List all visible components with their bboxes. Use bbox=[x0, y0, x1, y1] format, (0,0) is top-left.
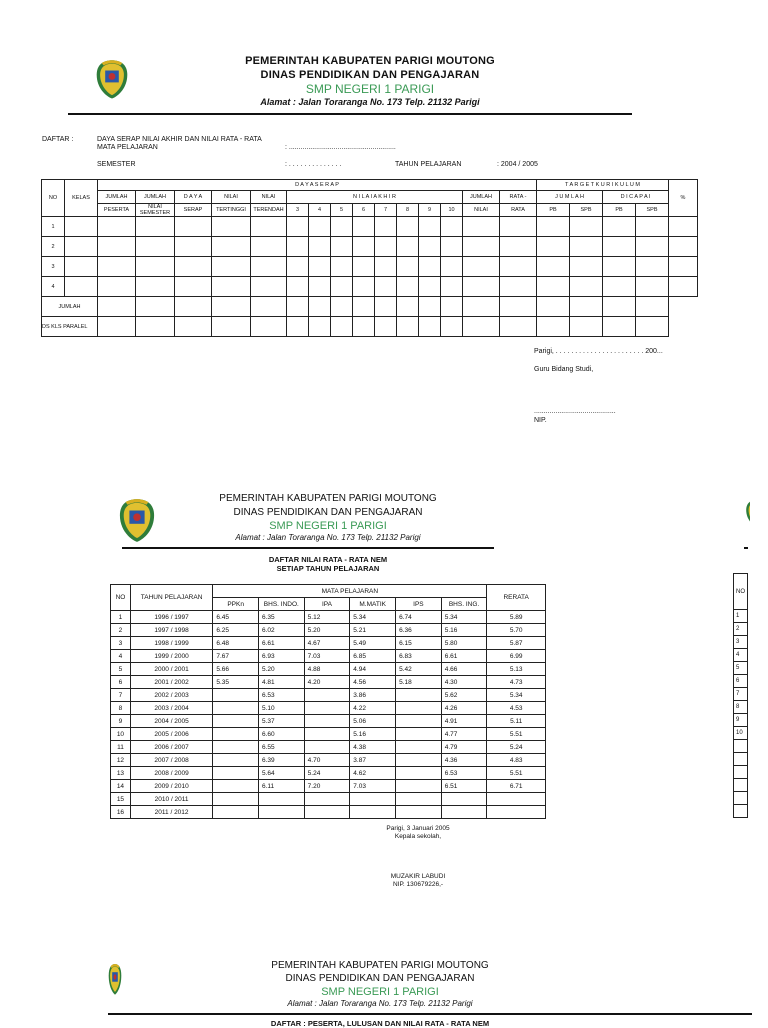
table-cell: 5.34 bbox=[350, 611, 396, 624]
table-cell: 6.71 bbox=[487, 780, 546, 793]
school-address: Alamat : Jalan Toraranga No. 173 Telp. 21132 Parigi bbox=[287, 999, 473, 1008]
table-row bbox=[734, 766, 748, 779]
row-no: 7 bbox=[734, 688, 748, 701]
table-cell: 5.37 bbox=[258, 715, 304, 728]
table-cell: 6.61 bbox=[441, 650, 487, 663]
col-no: NO bbox=[42, 180, 65, 217]
table-cell: 2009 / 2010 bbox=[130, 780, 212, 793]
col-daya-serap: D A Y A S E R A P bbox=[98, 180, 537, 191]
table-cell: 2003 / 2004 bbox=[130, 702, 212, 715]
table-cell: 10 bbox=[111, 728, 131, 741]
table-cell: 7.67 bbox=[213, 650, 259, 663]
table-cell: 4 bbox=[111, 650, 131, 663]
col-nilai: NILAI bbox=[463, 204, 500, 217]
table-cell bbox=[258, 793, 304, 806]
table-cell: 11 bbox=[111, 741, 131, 754]
table-cell: 4.83 bbox=[487, 754, 546, 767]
col-target-jumlah: J U M L A H bbox=[537, 191, 603, 204]
table-cell: 4.26 bbox=[441, 702, 487, 715]
table-cell: 5.16 bbox=[350, 728, 396, 741]
table-cell: 5.66 bbox=[213, 663, 259, 676]
table-cell: 8 bbox=[111, 702, 131, 715]
table-cell bbox=[396, 806, 442, 819]
col-kelas: KELAS bbox=[65, 180, 98, 217]
table-cell: 5.12 bbox=[304, 611, 350, 624]
table-row bbox=[111, 611, 546, 624]
table-cell: 12 bbox=[111, 754, 131, 767]
table-cell: 6.51 bbox=[441, 780, 487, 793]
table-cell: 16 bbox=[111, 806, 131, 819]
col-spb: SPB bbox=[570, 204, 603, 217]
row-no bbox=[734, 792, 748, 805]
table-cell: 6.53 bbox=[441, 767, 487, 780]
school-crest-logo-partial bbox=[742, 498, 750, 528]
table-row bbox=[734, 675, 748, 688]
table-cell: 6.83 bbox=[396, 650, 442, 663]
row-no: 5 bbox=[734, 662, 748, 675]
grade-col: 6 bbox=[353, 204, 375, 217]
table-cell: 6.15 bbox=[396, 637, 442, 650]
table-cell bbox=[213, 754, 259, 767]
table-cell: 3 bbox=[111, 637, 131, 650]
table-cell: 1999 / 2000 bbox=[130, 650, 212, 663]
table-cell: 6.25 bbox=[213, 624, 259, 637]
row-no bbox=[734, 753, 748, 766]
row-no: 4 bbox=[42, 277, 65, 297]
daftar-label: DAFTAR : bbox=[42, 136, 74, 143]
table-cell: 6.48 bbox=[213, 637, 259, 650]
table-cell: 4.77 bbox=[441, 728, 487, 741]
table-cell bbox=[304, 728, 350, 741]
table-row bbox=[734, 623, 748, 636]
table-cell: 6.93 bbox=[258, 650, 304, 663]
mapel-label: MATA PELAJARAN bbox=[97, 144, 158, 151]
sign-nip: NIP. bbox=[534, 417, 547, 424]
grade-col: 8 bbox=[397, 204, 419, 217]
table-cell bbox=[213, 780, 259, 793]
table-row bbox=[42, 277, 698, 297]
table-cell bbox=[487, 806, 546, 819]
table-cell: 4.62 bbox=[350, 767, 396, 780]
row-no: 1 bbox=[42, 217, 65, 237]
table-cell: 2011 / 2012 bbox=[130, 806, 212, 819]
grade-col: 3 bbox=[287, 204, 309, 217]
table-cell: 2 bbox=[111, 624, 131, 637]
col-pb: PB bbox=[603, 204, 636, 217]
grade-col: 7 bbox=[375, 204, 397, 217]
table-cell: 6.02 bbox=[258, 624, 304, 637]
table-cell: 2001 / 2002 bbox=[130, 676, 212, 689]
table-cell: 7.20 bbox=[304, 780, 350, 793]
table-row bbox=[734, 714, 748, 727]
col-rata: RATA bbox=[500, 204, 537, 217]
col-subject: IPS bbox=[396, 598, 442, 611]
table-row bbox=[42, 257, 698, 277]
col-subject: IPA bbox=[304, 598, 350, 611]
table-cell: 6.74 bbox=[396, 611, 442, 624]
grade-col: 5 bbox=[331, 204, 353, 217]
table-cell bbox=[487, 793, 546, 806]
gov-heading: PEMERINTAH KABUPATEN PARIGI MOUTONG bbox=[271, 960, 489, 971]
row-no: 3 bbox=[42, 257, 65, 277]
col-peserta: PESERTA bbox=[98, 204, 136, 217]
table-row bbox=[734, 701, 748, 714]
table-cell: 7.03 bbox=[304, 650, 350, 663]
table-cell bbox=[396, 702, 442, 715]
table-cell: 5.87 bbox=[487, 637, 546, 650]
table-cell bbox=[441, 806, 487, 819]
col-daya: D A Y A bbox=[175, 191, 212, 204]
header-rule bbox=[122, 547, 494, 549]
table-cell: 6.55 bbox=[258, 741, 304, 754]
sign-role: Kepala sekolah, bbox=[394, 833, 442, 840]
header-rule bbox=[744, 547, 748, 549]
gov-heading: PEMERINTAH KABUPATEN PARIGI MOUTONG bbox=[219, 493, 437, 504]
table-cell: 6 bbox=[111, 676, 131, 689]
table-cell: 2002 / 2003 bbox=[130, 689, 212, 702]
table-row bbox=[111, 715, 546, 728]
table-cell bbox=[396, 767, 442, 780]
table-row bbox=[734, 805, 748, 818]
table-cell: 4.73 bbox=[487, 676, 546, 689]
table-cell: 5.64 bbox=[258, 767, 304, 780]
col-nilai: NILAI bbox=[212, 191, 251, 204]
table-cell: 5.34 bbox=[487, 689, 546, 702]
table-cell: 5.51 bbox=[487, 767, 546, 780]
table-row bbox=[111, 702, 546, 715]
sign-name: MUZAKIR LABUDI bbox=[390, 873, 446, 880]
table-cell bbox=[258, 806, 304, 819]
col-no: NO bbox=[111, 585, 131, 611]
table-cell: 6.60 bbox=[258, 728, 304, 741]
table-cell bbox=[213, 689, 259, 702]
table-cell: 6.35 bbox=[258, 611, 304, 624]
row-no bbox=[734, 766, 748, 779]
school-name: SMP NEGERI 1 PARIGI bbox=[321, 986, 439, 998]
col-rata: RATA - bbox=[500, 191, 537, 204]
table-cell: 4.36 bbox=[441, 754, 487, 767]
table-cell: 2005 / 2006 bbox=[130, 728, 212, 741]
tahun-value: : 2004 / 2005 bbox=[497, 161, 538, 168]
table-row bbox=[111, 741, 546, 754]
table-cell bbox=[304, 806, 350, 819]
table-row bbox=[734, 753, 748, 766]
grade-col: 10 bbox=[441, 204, 463, 217]
table-cell: 5.06 bbox=[350, 715, 396, 728]
table-cell: 5.34 bbox=[441, 611, 487, 624]
col-jumlah: JUMLAH bbox=[463, 191, 500, 204]
row-no bbox=[734, 779, 748, 792]
table-row bbox=[111, 728, 546, 741]
table-row bbox=[111, 624, 546, 637]
table-cell: 4.67 bbox=[304, 637, 350, 650]
school-address: Alamat : Jalan Toraranga No. 173 Telp. 21132 Parigi bbox=[235, 533, 421, 542]
table-cell bbox=[396, 754, 442, 767]
table-cell: 4.88 bbox=[304, 663, 350, 676]
col-subject: BHS. ING. bbox=[441, 598, 487, 611]
table-cell: 5.42 bbox=[396, 663, 442, 676]
table-row bbox=[734, 727, 748, 740]
table-cell bbox=[304, 741, 350, 754]
table-cell: 3.87 bbox=[350, 754, 396, 767]
table-cell: 4.81 bbox=[258, 676, 304, 689]
row-no: 4 bbox=[734, 649, 748, 662]
table-cell: 5.18 bbox=[396, 676, 442, 689]
col-serap: SERAP bbox=[175, 204, 212, 217]
table-cell: 14 bbox=[111, 780, 131, 793]
table-cell: 5.24 bbox=[304, 767, 350, 780]
table-cell bbox=[213, 793, 259, 806]
table-cell: 1996 / 1997 bbox=[130, 611, 212, 624]
table-cell: 2000 / 2001 bbox=[130, 663, 212, 676]
table-row bbox=[111, 650, 546, 663]
table-cell: 4.53 bbox=[487, 702, 546, 715]
table-cell: 5 bbox=[111, 663, 131, 676]
table-cell: 9 bbox=[111, 715, 131, 728]
school-crest-logo bbox=[108, 962, 122, 996]
mapel-value: : ....................................................... bbox=[285, 144, 396, 151]
doc-title: DAFTAR : PESERTA, LULUSAN DAN NILAI RATA - RATA NEM bbox=[270, 1019, 490, 1028]
sign-nip: NIP. 130679226,- bbox=[392, 881, 444, 888]
table-row bbox=[111, 754, 546, 767]
table-cell: 4.20 bbox=[304, 676, 350, 689]
grade-col: 9 bbox=[419, 204, 441, 217]
table-row bbox=[111, 689, 546, 702]
table-cell: 2007 / 2008 bbox=[130, 754, 212, 767]
school-crest-logo bbox=[95, 56, 129, 102]
table-cell bbox=[350, 806, 396, 819]
col-target: T A R G E T K U R I K U L U M bbox=[537, 180, 669, 191]
table-cell: 4.56 bbox=[350, 676, 396, 689]
dept-heading: DINAS PENDIDIKAN DAN PENGAJARAN bbox=[260, 69, 480, 81]
col-nilai: NILAI bbox=[251, 191, 287, 204]
table-cell bbox=[304, 702, 350, 715]
row-no: 2 bbox=[42, 237, 65, 257]
table-cell: 4.94 bbox=[350, 663, 396, 676]
table-cell: 2010 / 2011 bbox=[130, 793, 212, 806]
table-cell: 6.36 bbox=[396, 624, 442, 637]
table-cell: 1 bbox=[111, 611, 131, 624]
col-subject: M.MATIK bbox=[350, 598, 396, 611]
table-cell: 4.38 bbox=[350, 741, 396, 754]
table-cell bbox=[441, 793, 487, 806]
col-target-dicapai: D I C A P A I bbox=[603, 191, 669, 204]
table-cell: 2006 / 2007 bbox=[130, 741, 212, 754]
table-cell: 6.53 bbox=[258, 689, 304, 702]
table-cell: 5.70 bbox=[487, 624, 546, 637]
sign-place: Parigi, . . . . . . . . . . . . . . . . . . . . . . . 200... bbox=[534, 348, 663, 355]
table-row bbox=[734, 779, 748, 792]
table-cell: 5.89 bbox=[487, 611, 546, 624]
table-row bbox=[111, 793, 546, 806]
table-cell bbox=[213, 806, 259, 819]
table-row bbox=[111, 780, 546, 793]
sign-line: .......................................... bbox=[534, 408, 616, 415]
header-rule bbox=[68, 113, 632, 115]
table-cell bbox=[396, 793, 442, 806]
table-cell bbox=[350, 793, 396, 806]
table-row bbox=[734, 792, 748, 805]
table-cell: 13 bbox=[111, 767, 131, 780]
table-cell: 4.22 bbox=[350, 702, 396, 715]
table-cell bbox=[213, 715, 259, 728]
table-cell: 4.30 bbox=[441, 676, 487, 689]
col-mapel: MATA PELAJARAN bbox=[213, 585, 487, 598]
semester-value: : . . . . . . . . . . . . . . bbox=[285, 161, 342, 168]
nem-table bbox=[110, 584, 546, 819]
table-cell: 5.13 bbox=[487, 663, 546, 676]
table-cell: 1998 / 1999 bbox=[130, 637, 212, 650]
row-no: 2 bbox=[734, 623, 748, 636]
row-no: 8 bbox=[734, 701, 748, 714]
header-rule bbox=[108, 1013, 752, 1015]
table-row bbox=[734, 649, 748, 662]
table-cell: 6.11 bbox=[258, 780, 304, 793]
table-cell: 4.70 bbox=[304, 754, 350, 767]
school-address: Alamat : Jalan Toraranga No. 173 Telp. 21132 Parigi bbox=[260, 97, 480, 107]
col-nilai-akhir: N I L A I A K H I R bbox=[287, 191, 463, 204]
col-jumlah: JUMLAH bbox=[136, 191, 175, 204]
table-cell bbox=[304, 689, 350, 702]
school-name: SMP NEGERI 1 PARIGI bbox=[305, 82, 435, 96]
table-row bbox=[111, 806, 546, 819]
col-nilai-semester: NILAI SEMESTER bbox=[136, 204, 175, 217]
table-row bbox=[111, 637, 546, 650]
table-cell: 6.61 bbox=[258, 637, 304, 650]
table-cell: 4.66 bbox=[441, 663, 487, 676]
jumlah-row bbox=[42, 297, 698, 317]
jumlah-label: JUMLAH bbox=[42, 297, 98, 317]
table-cell: 6.85 bbox=[350, 650, 396, 663]
table-cell: 5.80 bbox=[441, 637, 487, 650]
col-jumlah: JUMLAH bbox=[98, 191, 136, 204]
row-no: 1 bbox=[734, 610, 748, 623]
table-cell: 6.39 bbox=[258, 754, 304, 767]
table-row bbox=[734, 688, 748, 701]
table-cell bbox=[396, 741, 442, 754]
table-row bbox=[734, 662, 748, 675]
table-cell: 5.21 bbox=[350, 624, 396, 637]
row-no: 6 bbox=[734, 675, 748, 688]
row-no bbox=[734, 740, 748, 753]
table-row bbox=[111, 676, 546, 689]
col-pb: PB bbox=[537, 204, 570, 217]
table-cell: 5.20 bbox=[258, 663, 304, 676]
doc-title: DAFTAR NILAI RATA - RATA NEM bbox=[268, 555, 388, 564]
table-row bbox=[42, 217, 698, 237]
table-cell: 2008 / 2009 bbox=[130, 767, 212, 780]
table-cell: 5.10 bbox=[258, 702, 304, 715]
table-cell: 2004 / 2005 bbox=[130, 715, 212, 728]
table-cell: 5.16 bbox=[441, 624, 487, 637]
doc-subtitle: SETIAP TAHUN PELAJARAN bbox=[276, 564, 380, 573]
school-crest-logo bbox=[118, 496, 156, 544]
table-row bbox=[734, 636, 748, 649]
table-row bbox=[42, 237, 698, 257]
table-cell: 5.49 bbox=[350, 637, 396, 650]
col-pct: % bbox=[669, 180, 698, 217]
table-cell bbox=[213, 728, 259, 741]
col-tahun: TAHUN PELAJARAN bbox=[130, 585, 212, 611]
table-cell bbox=[396, 689, 442, 702]
table-cell: 4.79 bbox=[441, 741, 487, 754]
table-row bbox=[734, 740, 748, 753]
table-row bbox=[734, 610, 748, 623]
table-cell: 5.35 bbox=[213, 676, 259, 689]
table-cell: 5.51 bbox=[487, 728, 546, 741]
table-cell bbox=[396, 728, 442, 741]
table-cell bbox=[213, 767, 259, 780]
paralel-label: DS KLS PARALEL bbox=[42, 317, 98, 337]
table-cell: 1997 / 1998 bbox=[130, 624, 212, 637]
table-cell: 5.11 bbox=[487, 715, 546, 728]
table-cell: 15 bbox=[111, 793, 131, 806]
col-subject: BHS. INDO. bbox=[258, 598, 304, 611]
tahun-label: TAHUN PELAJARAN bbox=[395, 161, 462, 168]
table-cell: 5.24 bbox=[487, 741, 546, 754]
dept-heading: DINAS PENDIDIKAN DAN PENGAJARAN bbox=[285, 973, 475, 984]
semester-label: SEMESTER bbox=[97, 161, 136, 168]
table-cell bbox=[396, 715, 442, 728]
gov-heading: PEMERINTAH KABUPATEN PARIGI MOUTONG bbox=[245, 55, 495, 67]
sign-role: Guru Bidang Studi, bbox=[534, 366, 594, 373]
col-rerata: RERATA bbox=[487, 585, 546, 611]
col-tertinggi: TERTINGGI bbox=[212, 204, 251, 217]
table-cell bbox=[396, 780, 442, 793]
table-cell: 6.99 bbox=[487, 650, 546, 663]
daya-serap-table bbox=[41, 179, 698, 337]
grade-col: 4 bbox=[309, 204, 331, 217]
row-no bbox=[734, 805, 748, 818]
table-cell: 7 bbox=[111, 689, 131, 702]
school-name: SMP NEGERI 1 PARIGI bbox=[269, 520, 387, 532]
daftar-text: DAYA SERAP NILAI AKHIR DAN NILAI RATA - RATA bbox=[97, 136, 262, 143]
col-no: NO bbox=[734, 574, 748, 610]
col-spb: SPB bbox=[636, 204, 669, 217]
table-cell: 6.45 bbox=[213, 611, 259, 624]
table-row bbox=[111, 663, 546, 676]
dept-heading: DINAS PENDIDIKAN DAN PENGAJARAN bbox=[233, 507, 423, 518]
table-cell bbox=[213, 741, 259, 754]
table-cell bbox=[304, 793, 350, 806]
table-cell bbox=[213, 702, 259, 715]
row-no: 3 bbox=[734, 636, 748, 649]
table-cell: 5.62 bbox=[441, 689, 487, 702]
table-cell: 3.86 bbox=[350, 689, 396, 702]
table-cell: 7.03 bbox=[350, 780, 396, 793]
col-subject: PPKn bbox=[213, 598, 259, 611]
sign-date: Parigi, 3 Januari 2005 bbox=[386, 825, 450, 832]
col-terendah: TERENDAH bbox=[251, 204, 287, 217]
side-table bbox=[733, 573, 748, 818]
table-cell: 5.20 bbox=[304, 624, 350, 637]
paralel-row bbox=[42, 317, 698, 337]
table-cell bbox=[304, 715, 350, 728]
row-no: 9 bbox=[734, 714, 748, 727]
table-cell: 4.91 bbox=[441, 715, 487, 728]
table-row bbox=[111, 767, 546, 780]
row-no: 10 bbox=[734, 727, 748, 740]
